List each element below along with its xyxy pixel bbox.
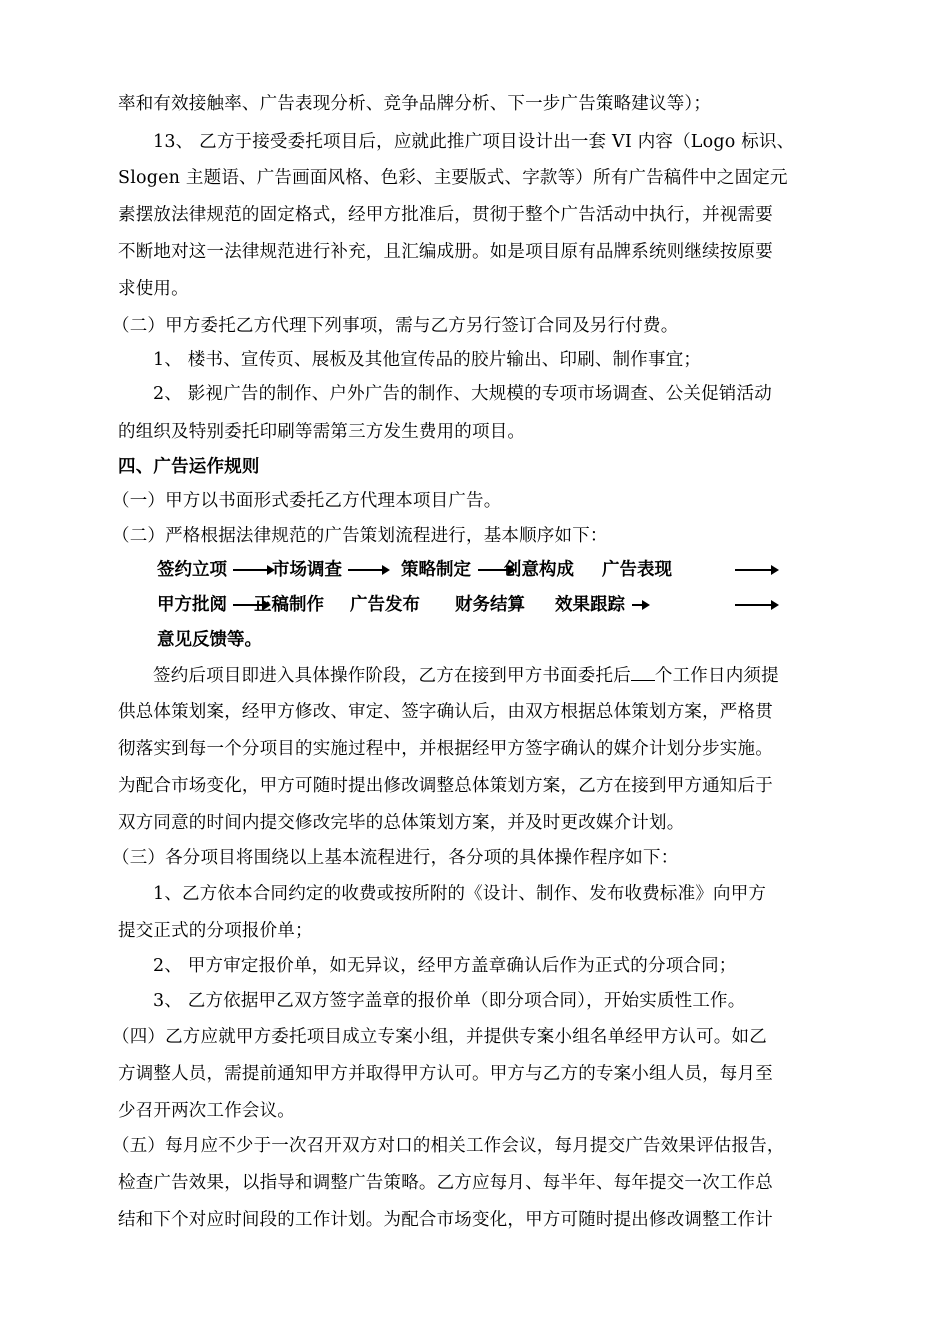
paragraph-line: 不断地对这一法律规范进行补充，且汇编成册。如是项目原有品牌系统则继续按原要	[118, 242, 773, 262]
list-item: 3、 乙方依据甲乙双方签字盖章的报价单（即分项合同），开始实质性工作。	[153, 991, 746, 1011]
paragraph-line: （二）甲方委托乙方代理下列事项，需与乙方另行签订合同及另行付费。	[112, 316, 679, 336]
paragraph-line: 的组织及特别委托印刷等需第三方发生费用的项目。	[118, 422, 526, 442]
flow-step: 广告发布	[350, 595, 420, 615]
arrow-right-icon	[735, 569, 777, 571]
flow-step: 广告表现	[602, 560, 672, 580]
blank-field	[631, 662, 655, 681]
paragraph-line	[153, 662, 779, 688]
text-segment: 签约后项目即进入具体操作阶段，乙方在接到甲方书面委托后	[153, 666, 631, 686]
arrow-right-icon	[233, 569, 273, 571]
paragraph-line: 双方同意的时间内提交修改完毕的总体策划方案，并及时更改媒介计划。	[118, 813, 685, 833]
arrow-right-icon	[348, 569, 388, 571]
paragraph-line: 供总体策划案，经甲方修改、审定、签字确认后，由双方根据总体策划方案，严格贯	[118, 702, 773, 722]
paragraph-line: 提交正式的分项报价单；	[118, 921, 313, 941]
list-item: 1、 楼书、宣传页、展板及其他宣传品的胶片输出、印刷、制作事宜；	[153, 350, 702, 370]
flow-step: 创意构成	[504, 560, 574, 580]
paragraph-line: （五）每月应不少于一次召开双方对口的相关工作会议，每月提交广告效果评估报告，	[112, 1136, 785, 1156]
section-heading: 四、广告运作规则	[118, 457, 260, 477]
paragraph-line: 结和下个对应时间段的工作计划。为配合市场变化，甲方可随时提出修改调整工作计	[118, 1210, 773, 1230]
paragraph-line: 少召开两次工作会议。	[118, 1101, 295, 1121]
paragraph-line: Slogen 主题语、广告画面风格、色彩、主要版式、字款等）所有广告稿件中之固定元	[118, 168, 788, 188]
paragraph-line: 为配合市场变化，甲方可随时提出修改调整总体策划方案，乙方在接到甲方通知后于	[118, 776, 773, 796]
list-item: 2、 甲方审定报价单，如无异议，经甲方盖章确认后作为正式的分项合同；	[153, 956, 737, 976]
arrow-right-icon	[735, 604, 777, 606]
flow-step: 财务结算	[455, 595, 525, 615]
flow-step-final: 意见反馈等。	[157, 630, 262, 650]
flow-step: 正稿制作	[254, 595, 324, 615]
paragraph-line: 13、 乙方于接受委托项目后，应就此推广项目设计出一套 VI 内容（Logo 标识、	[153, 132, 795, 152]
text-segment: 个工作日内须提	[654, 666, 779, 686]
list-item: 1、乙方依本合同约定的收费或按所附的《设计、制作、发布收费标准》向甲方	[153, 884, 767, 904]
arrow-right-icon	[632, 604, 648, 606]
paragraph-line: 求使用。	[118, 279, 189, 299]
paragraph-line: （三）各分项目将围绕以上基本流程进行，各分项的具体操作程序如下：	[112, 848, 679, 868]
paragraph-line: 检查广告效果，以指导和调整广告策略。乙方应每月、每半年、每年提交一次工作总	[118, 1173, 773, 1193]
flow-step: 甲方批阅	[157, 595, 227, 615]
paragraph-line: （一）甲方以书面形式委托乙方代理本项目广告。	[112, 491, 502, 511]
flow-step: 签约立项	[157, 560, 227, 580]
flow-step: 策略制定	[401, 560, 471, 580]
paragraph-line: 素摆放法律规范的固定格式，经甲方批准后，贯彻于整个广告活动中执行，并视需要	[118, 205, 773, 225]
paragraph-line: 方调整人员，需提前通知甲方并取得甲方认可。甲方与乙方的专案小组人员，每月至	[118, 1064, 773, 1084]
flow-step: 效果跟踪	[555, 595, 625, 615]
paragraph-line: （二）严格根据法律规范的广告策划流程进行，基本顺序如下：	[112, 526, 608, 546]
list-item: 2、 影视广告的制作、户外广告的制作、大规模的专项市场调查、公关促销活动	[153, 384, 772, 404]
paragraph-line: （四）乙方应就甲方委托项目成立专案小组，并提供专案小组名单经甲方认可。如乙	[112, 1027, 767, 1047]
paragraph-line: 彻落实到每一个分项目的实施过程中，并根据经甲方签字确认的媒介计划分步实施。	[118, 739, 773, 759]
flow-step: 市场调查	[272, 560, 342, 580]
paragraph-line: 率和有效接触率、广告表现分析、竞争品牌分析、下一步广告策略建议等）；	[118, 94, 712, 114]
